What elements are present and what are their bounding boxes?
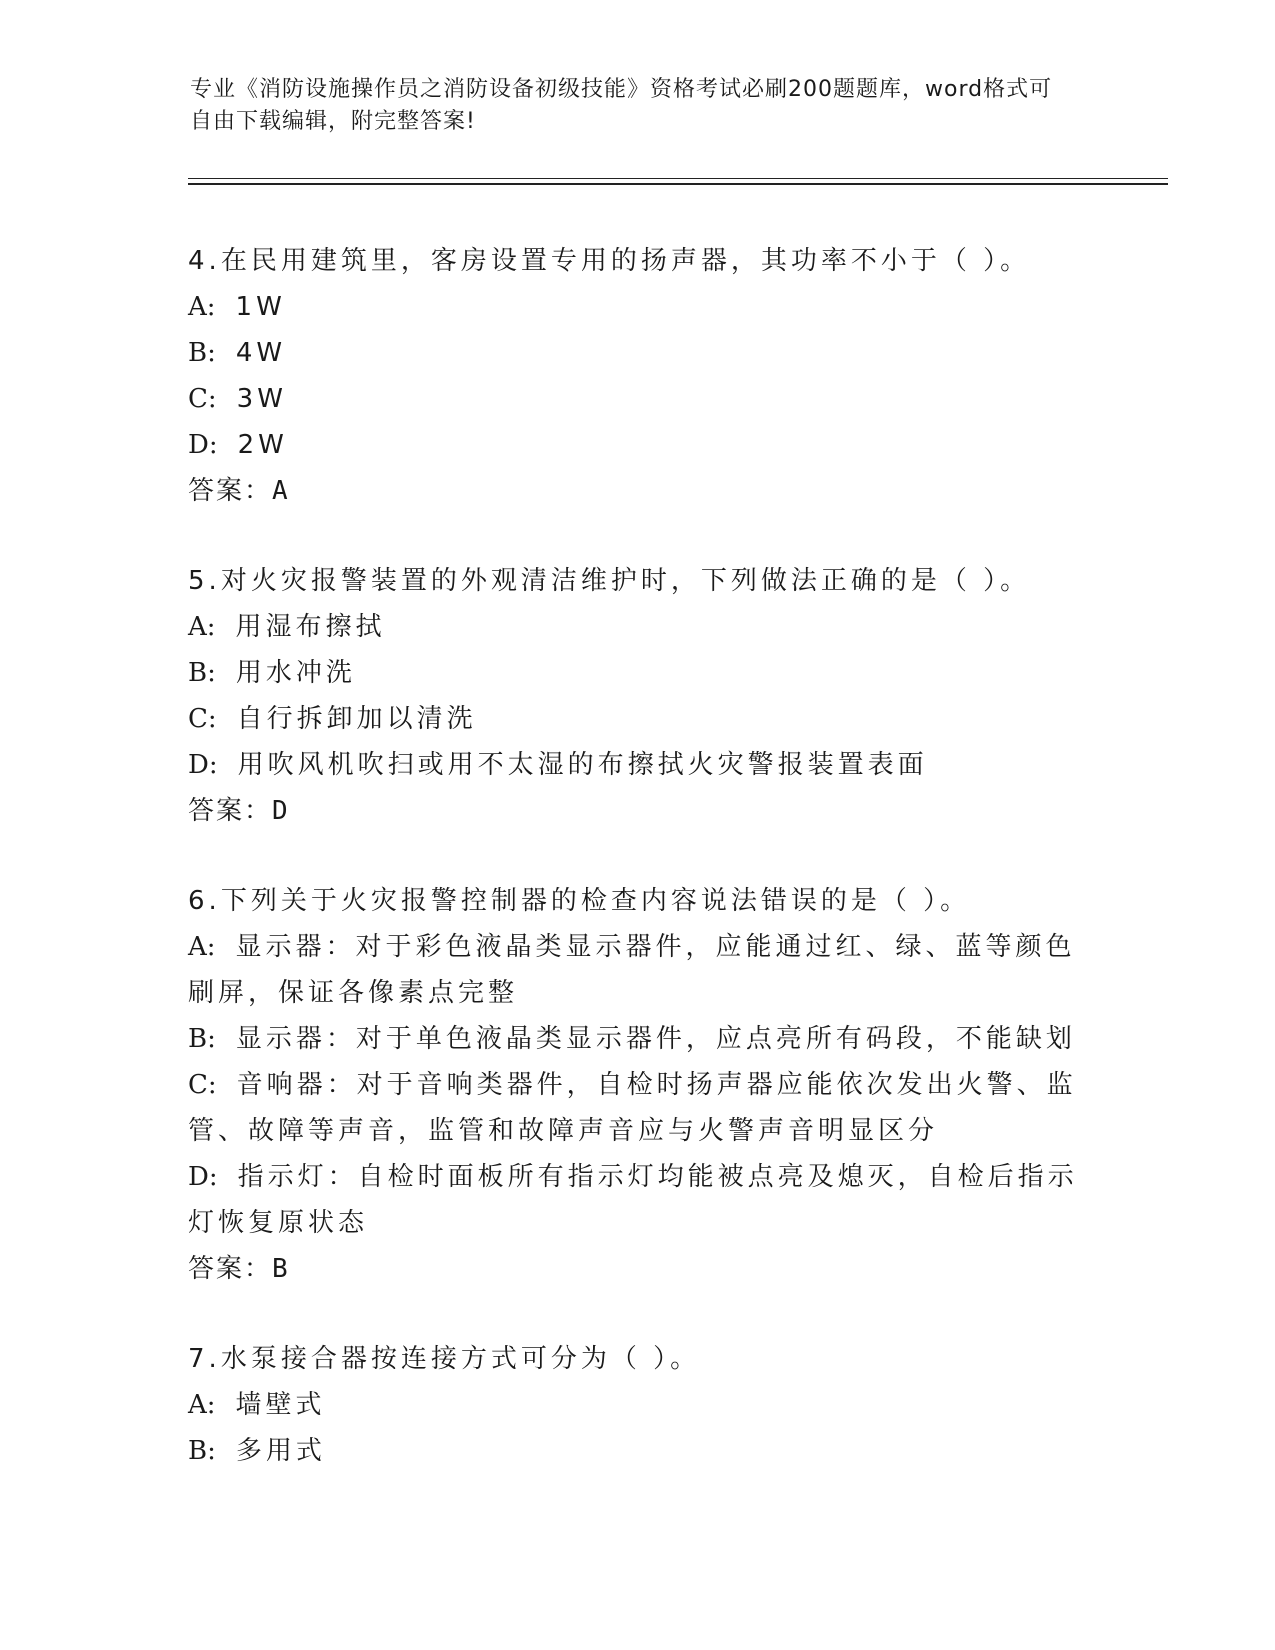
option-letter: C:: [188, 704, 217, 734]
option-letter: B:: [188, 658, 216, 688]
header-text: 专业《消防设施操作员之消防设备初级技能》资格考试必刷200题题库，word格式可自由下载编辑，附完整答案!: [190, 77, 1053, 134]
option-c: [188, 1062, 1088, 1154]
question-4: [188, 238, 1088, 514]
question-text: 下列关于火灾报警控制器的检查内容说法错误的是（ ）。: [220, 886, 971, 916]
question-title: [188, 878, 1088, 924]
header-divider-thin: [188, 178, 1168, 179]
question-number: 4.: [188, 246, 221, 276]
question-6: [188, 878, 1088, 1292]
option-d: [188, 1154, 1088, 1246]
question-number: 5.: [188, 566, 221, 596]
option-text: 用水冲洗: [235, 658, 356, 688]
question-7: [188, 1336, 1088, 1474]
option-c: [188, 696, 1088, 742]
answer-line: [188, 1246, 1088, 1292]
option-text: 墙壁式: [235, 1390, 326, 1420]
option-b: [188, 1016, 1088, 1062]
option-letter: A:: [188, 932, 216, 962]
option-text: 用吹风机吹扫或用不太湿的布擦拭火灾警报装置表面: [237, 750, 928, 780]
option-text: 2W: [237, 430, 288, 460]
answer-value: B: [272, 1254, 290, 1284]
question-number: 6.: [188, 886, 221, 916]
option-text: 显示器：对于彩色液晶类显示器件，应能通过红、绿、蓝等颜色刷屏，保证各像素点完整: [188, 932, 1076, 1008]
option-b: [188, 1428, 1088, 1474]
answer-value: D: [272, 796, 290, 826]
option-letter: D:: [188, 750, 218, 780]
question-title: [188, 558, 1088, 604]
question-list: [188, 238, 1088, 1518]
answer-line: [188, 788, 1088, 834]
option-text: 1W: [235, 292, 286, 322]
option-letter: B:: [188, 338, 216, 368]
option-a: [188, 924, 1088, 1016]
question-5: [188, 558, 1088, 834]
option-a: [188, 1382, 1088, 1428]
option-a: [188, 284, 1088, 330]
question-number: 7.: [188, 1344, 221, 1374]
option-letter: A:: [188, 612, 216, 642]
option-letter: B:: [188, 1436, 216, 1466]
question-title: [188, 238, 1088, 284]
option-letter: A:: [188, 1390, 216, 1420]
option-text: 自行拆卸加以清洗: [236, 704, 477, 734]
option-text: 用湿布擦拭: [235, 612, 386, 642]
option-b: [188, 650, 1088, 696]
option-letter: C:: [188, 1070, 217, 1100]
option-text: 显示器：对于单色液晶类显示器件，应点亮所有码段，不能缺划: [235, 1024, 1076, 1054]
option-text: 指示灯：自检时面板所有指示灯均能被点亮及熄灭，自检后指示灯恢复原状态: [188, 1162, 1078, 1238]
option-text: 多用式: [235, 1436, 326, 1466]
option-b: [188, 330, 1088, 376]
header-divider-thick: [188, 183, 1168, 185]
option-d: [188, 742, 1088, 788]
option-letter: C:: [188, 384, 217, 414]
option-text: 音响器：对于音响类器件，自检时扬声器应能依次发出火警、监管、故障等声音，监管和故障声音应与火警声音明显区分: [188, 1070, 1077, 1146]
question-title: [188, 1336, 1088, 1382]
answer-label: 答案：: [188, 1254, 273, 1284]
option-a: [188, 604, 1088, 650]
question-text: 在民用建筑里，客房设置专用的扬声器，其功率不小于（ ）。: [220, 246, 1031, 276]
question-text: 水泵接合器按连接方式可分为（ ）。: [220, 1344, 701, 1374]
option-letter: D:: [188, 430, 218, 460]
question-text: 对火灾报警装置的外观清洁维护时，下列做法正确的是（ ）。: [220, 566, 1031, 596]
option-letter: A:: [188, 292, 216, 322]
option-text: 3W: [236, 384, 287, 414]
answer-value: A: [272, 476, 290, 506]
answer-label: 答案：: [188, 476, 273, 506]
document-header: [190, 74, 1070, 138]
option-text: 4W: [235, 338, 287, 368]
answer-label: 答案：: [188, 796, 273, 826]
answer-line: [188, 468, 1088, 514]
option-letter: B:: [188, 1024, 216, 1054]
option-letter: D:: [188, 1162, 218, 1192]
option-c: [188, 376, 1088, 422]
option-d: [188, 422, 1088, 468]
